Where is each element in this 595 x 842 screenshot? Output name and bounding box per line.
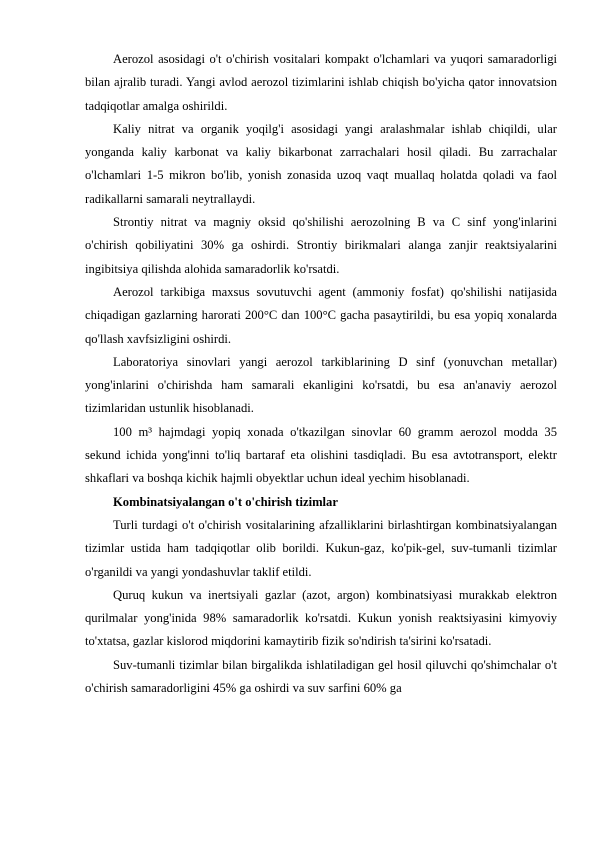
section-heading: Kombinatsiyalangan o't o'chirish tizimlar — [113, 494, 338, 509]
paragraph-dry-powder-inert-gas: Quruq kukun va inertsiyali gazlar (azot, argon) kombinatsiyasi murakkab elektron qurilmalar yong'inida 98% samaradorlik ko'rsatdi. Kukun yonish reaktsiyasini kimyoviy to'xtatsa, gazlar kislorod miqdorini kamaytirib fizik so'ndirish ta'sirini ko'rsatadi. — [85, 587, 557, 649]
paragraph-water-mist-gel: Suv-tumanli tizimlar bilan birgalikda ishlatiladigan gel hosil qiluvchi qo'shimchalar o't o'chirish samaradorligini 45% ga oshirdi va suv sarfini 60% ga — [85, 657, 557, 696]
paragraph-combined-systems: Turli turdagi o't o'chirish vositalarining afzalliklarini birlashtirgan kombinatsiyalangan tizimlar ustida ham tadqiqotlar olib borildi. Kukun-gaz, ko'pik-gel, suv-tumanli tizimlar o'rganildi va yangi yondashuvlar taklif etildi. — [85, 517, 557, 579]
paragraph-room-tests: 100 m³ hajmdagi yopiq xonada o'tkazilgan sinovlar 60 gramm aerozol modda 35 sekund ichida yong'inni to'liq bartaraf eta olishini tasdiqladi. Bu esa avtotransport, elektr shkaflari va boshqa kichik hajmli obyektlar uchun ideal yechim hisoblanadi. — [85, 424, 557, 486]
paragraph-potassium-nitrate: Kaliy nitrat va organik yoqilg'i asosidagi yangi aralashmalar ishlab chiqildi, ular yonganda kaliy karbonat va kaliy bikarbonat zarrachalari hosil qiladi. Bu zarrachalar o'lchamlari 1-5 mikron bo'lib, yonish zonasida uzoq vaqt muallaq holatda qoladi va faol radikallarni samarali neytrallaydi. — [85, 121, 557, 206]
document-page — [85, 48, 557, 700]
paragraph-laboratory-tests: Laboratoriya sinovlari yangi aerozol tarkiblarining D sinf (yonuvchan metallar) yong'inlarini o'chirishda ham samarali ekanligini ko'rsatdi, bu esa an'anaviy aerozol tizimlaridan ustunlik hisoblanadi. — [85, 354, 557, 416]
paragraph-aerosol-intro: Aerozol asosidagi o't o'chirish vositalari kompakt o'lchamlari va yuqori samaradorligi bilan ajralib turadi. Yangi avlod aerozol tizimlarini ishlab chiqish bo'yicha qator innovatsion tadqiqotlar amalga oshirildi. — [85, 52, 557, 113]
paragraph-cooling-agent: Aerozol tarkibiga maxsus sovutuvchi agent (ammoniy fosfat) qo'shilishi natijasida chiqadigan gazlarning harorati 200°C dan 100°C gacha pasaytirildi, bu esa yopiq xonalarda qo'llash xavfsizligini oshirdi. — [85, 284, 557, 346]
paragraph-strontium-nitrate: Strontiy nitrat va magniy oksid qo'shilishi aerozolning B va C sinf yong'inlarini o'chirish qobiliyatini 30% ga oshirdi. Strontiy birikmalari alanga zanjir reaktsiyalarini ingibitsiya qilishda alohida samaradorlik ko'rsatdi. — [85, 215, 557, 276]
